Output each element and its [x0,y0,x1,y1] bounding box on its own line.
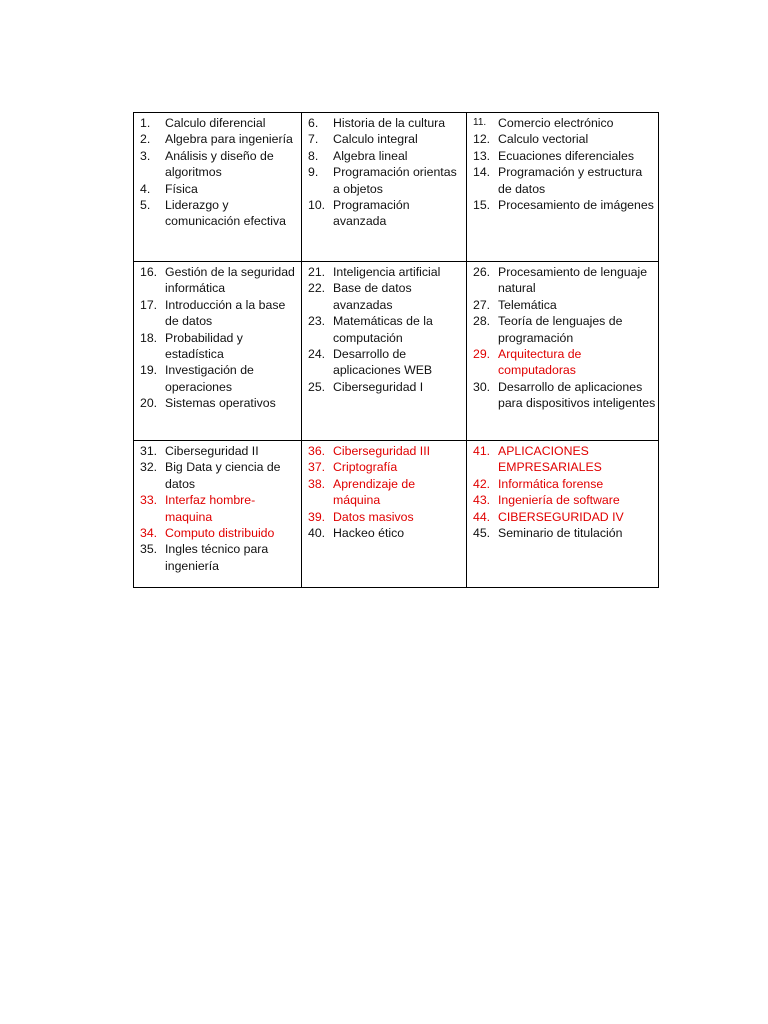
subject-name: Procesamiento de lenguaje natural [498,265,648,296]
subject-number: 31. [140,444,158,458]
subject-number: 18. [140,330,158,345]
subject-number: 19. [140,363,158,378]
subject-list [308,443,464,541]
subject-number: 23. [308,314,326,329]
subject-name: Desarrollo de aplicaciones para dispositivos inteligentes [498,379,656,411]
subject-item [308,459,464,475]
subject-item [308,313,464,346]
subject-number: 4. [140,181,151,196]
subject-item [308,115,464,131]
subject-number: 11. [473,117,487,128]
subjects-table-body [134,113,659,588]
subject-item [308,509,464,525]
subject-name: Telemática [498,297,557,312]
subject-name: Algebra lineal [333,148,408,163]
subject-item [140,264,299,297]
subject-item [140,541,299,574]
subject-item [140,330,299,363]
subject-item [308,197,464,230]
subject-number: 39. [308,509,326,524]
subject-item [140,197,299,230]
subject-number: 36. [308,444,326,458]
subject-number: 37. [308,460,326,475]
subject-name: Ciberseguridad I [333,379,424,394]
subject-item [308,443,464,459]
table-row [134,113,659,262]
subject-name: Introducción a la base de datos [165,297,286,329]
subject-item [140,115,299,131]
subject-name: Probabilidad y estadística [165,330,243,362]
subject-name: Teoría de lenguajes de programación [498,314,623,345]
table-cell [134,262,302,441]
subject-number: 33. [140,493,158,508]
subject-number: 16. [140,265,158,279]
subject-item [140,297,299,330]
subject-number: 7. [308,132,319,147]
subject-name: Desarrollo de aplicaciones WEB [333,347,433,378]
subject-item [473,443,656,476]
table-cell [467,113,659,262]
subject-item [473,346,656,379]
subject-number: 25. [308,379,326,394]
subject-number: 32. [140,460,158,475]
table-row [134,262,659,441]
subject-name: Calculo integral [333,132,418,147]
subject-item [473,131,656,147]
subject-number: 42. [473,476,491,491]
subject-name: Seminario de titulación [498,526,623,541]
subject-name: Informática forense [498,476,604,491]
subject-item [473,148,656,164]
subject-name: Ecuaciones diferenciales [498,148,635,163]
subject-number: 9. [308,165,319,180]
subject-name: Aprendizaje de máquina [333,476,416,508]
subject-item [308,164,464,197]
subject-item [473,164,656,197]
subject-item [473,197,656,213]
subject-list [473,443,656,541]
subject-name: Liderazgo y comunicación efectiva [165,198,286,229]
subject-number: 17. [140,297,158,312]
subject-name: Base de datos avanzadas [333,281,412,312]
subject-number: 14. [473,165,491,180]
subject-number: 40. [308,526,326,541]
subject-number: 10. [308,198,326,213]
subject-item [308,264,464,280]
table-cell [134,441,302,588]
subject-number: 3. [140,148,151,163]
subject-number: 6. [308,116,319,130]
subject-name: Datos masivos [333,509,414,524]
subject-list [140,264,299,412]
subject-list [308,264,464,395]
table-cell [467,262,659,441]
subject-number: 22. [308,281,326,296]
subject-number: 41. [473,444,491,458]
subject-item [140,525,299,541]
subject-name: Algebra para ingeniería [165,132,293,147]
subject-item [308,280,464,313]
subject-name: Hackeo ético [333,526,405,541]
subject-list [473,264,656,412]
subject-number: 5. [140,198,151,213]
subject-item [140,459,299,492]
subject-number: 26. [473,265,491,279]
subject-number: 45. [473,526,491,541]
subject-name: Ingles técnico para ingeniería [165,542,269,573]
subject-name: Inteligencia artificial [333,265,441,279]
subject-number: 8. [308,148,319,163]
subject-list [140,443,299,574]
subject-list [473,115,656,213]
subject-item [308,148,464,164]
subject-name: Investigación de operaciones [165,363,254,394]
subject-name: Interfaz hombre-maquina [165,493,256,524]
subject-name: APLICACIONES EMPRESARIALES [498,444,602,475]
table-cell [134,113,302,262]
subject-name: Sistemas operativos [165,396,276,411]
subject-number: 44. [473,509,491,524]
subject-number: 28. [473,314,491,329]
subject-number: 15. [473,198,491,213]
subject-item [473,476,656,492]
subject-name: Big Data y ciencia de datos [165,460,281,491]
subject-item [140,492,299,525]
subject-name: Programación avanzada [333,198,410,229]
subject-name: Ingeniería de software [498,493,620,508]
subject-number: 34. [140,526,158,541]
subject-item [473,297,656,313]
subject-number: 29. [473,347,491,362]
subject-item [308,476,464,509]
subject-number: 20. [140,396,158,411]
subject-name: Programación orientas a objetos [333,165,457,196]
subject-name: Programación y estructura de datos [498,165,643,196]
subject-number: 30. [473,379,491,394]
subject-item [140,131,299,147]
subject-name: Matemáticas de la computación [333,314,433,345]
table-cell [302,113,467,262]
subject-name: Ciberseguridad III [333,444,431,458]
subject-item [473,313,656,346]
subject-item [473,525,656,541]
subject-item [473,492,656,508]
subject-name: Análisis y diseño de algoritmos [165,148,274,180]
subject-number: 38. [308,476,326,491]
table-cell [302,441,467,588]
subject-item [473,509,656,525]
subject-item [308,131,464,147]
subject-name: Física [165,181,198,196]
subject-name: Procesamiento de imágenes [498,198,654,213]
subject-number: 24. [308,347,326,362]
subject-name: Calculo diferencial [165,116,266,130]
subject-name: Historia de la cultura [333,116,446,130]
subject-number: 21. [308,265,326,279]
subject-item [473,264,656,297]
subject-name: Calculo vectorial [498,132,589,147]
subject-item [140,181,299,197]
subject-item [140,148,299,181]
subject-number: 12. [473,132,491,147]
subject-number: 35. [140,542,158,557]
subject-number: 1. [140,116,151,130]
subject-list [140,115,299,230]
subject-name: Computo distribuido [165,526,275,541]
subject-item [140,443,299,459]
table-row [134,441,659,588]
subject-name: Criptografía [333,460,398,475]
subject-number: 43. [473,493,491,508]
subject-name: Arquitectura de computadoras [498,347,582,378]
subject-number: 2. [140,132,151,147]
subject-item [308,346,464,379]
table-cell [302,262,467,441]
subject-item [308,525,464,541]
subject-number: 13. [473,148,491,163]
subject-item [473,115,656,131]
subject-name: Comercio electrónico [498,116,614,130]
subject-item [473,379,656,412]
subject-number: 27. [473,297,491,312]
subject-list [308,115,464,230]
table-cell [467,441,659,588]
subject-name: Ciberseguridad II [165,444,259,458]
subject-item [140,362,299,395]
subject-name: Gestión de la seguridad informática [165,265,295,296]
subject-item [308,379,464,395]
subjects-table [133,112,659,588]
subject-name: CIBERSEGURIDAD IV [498,509,624,524]
subject-item [140,395,299,411]
